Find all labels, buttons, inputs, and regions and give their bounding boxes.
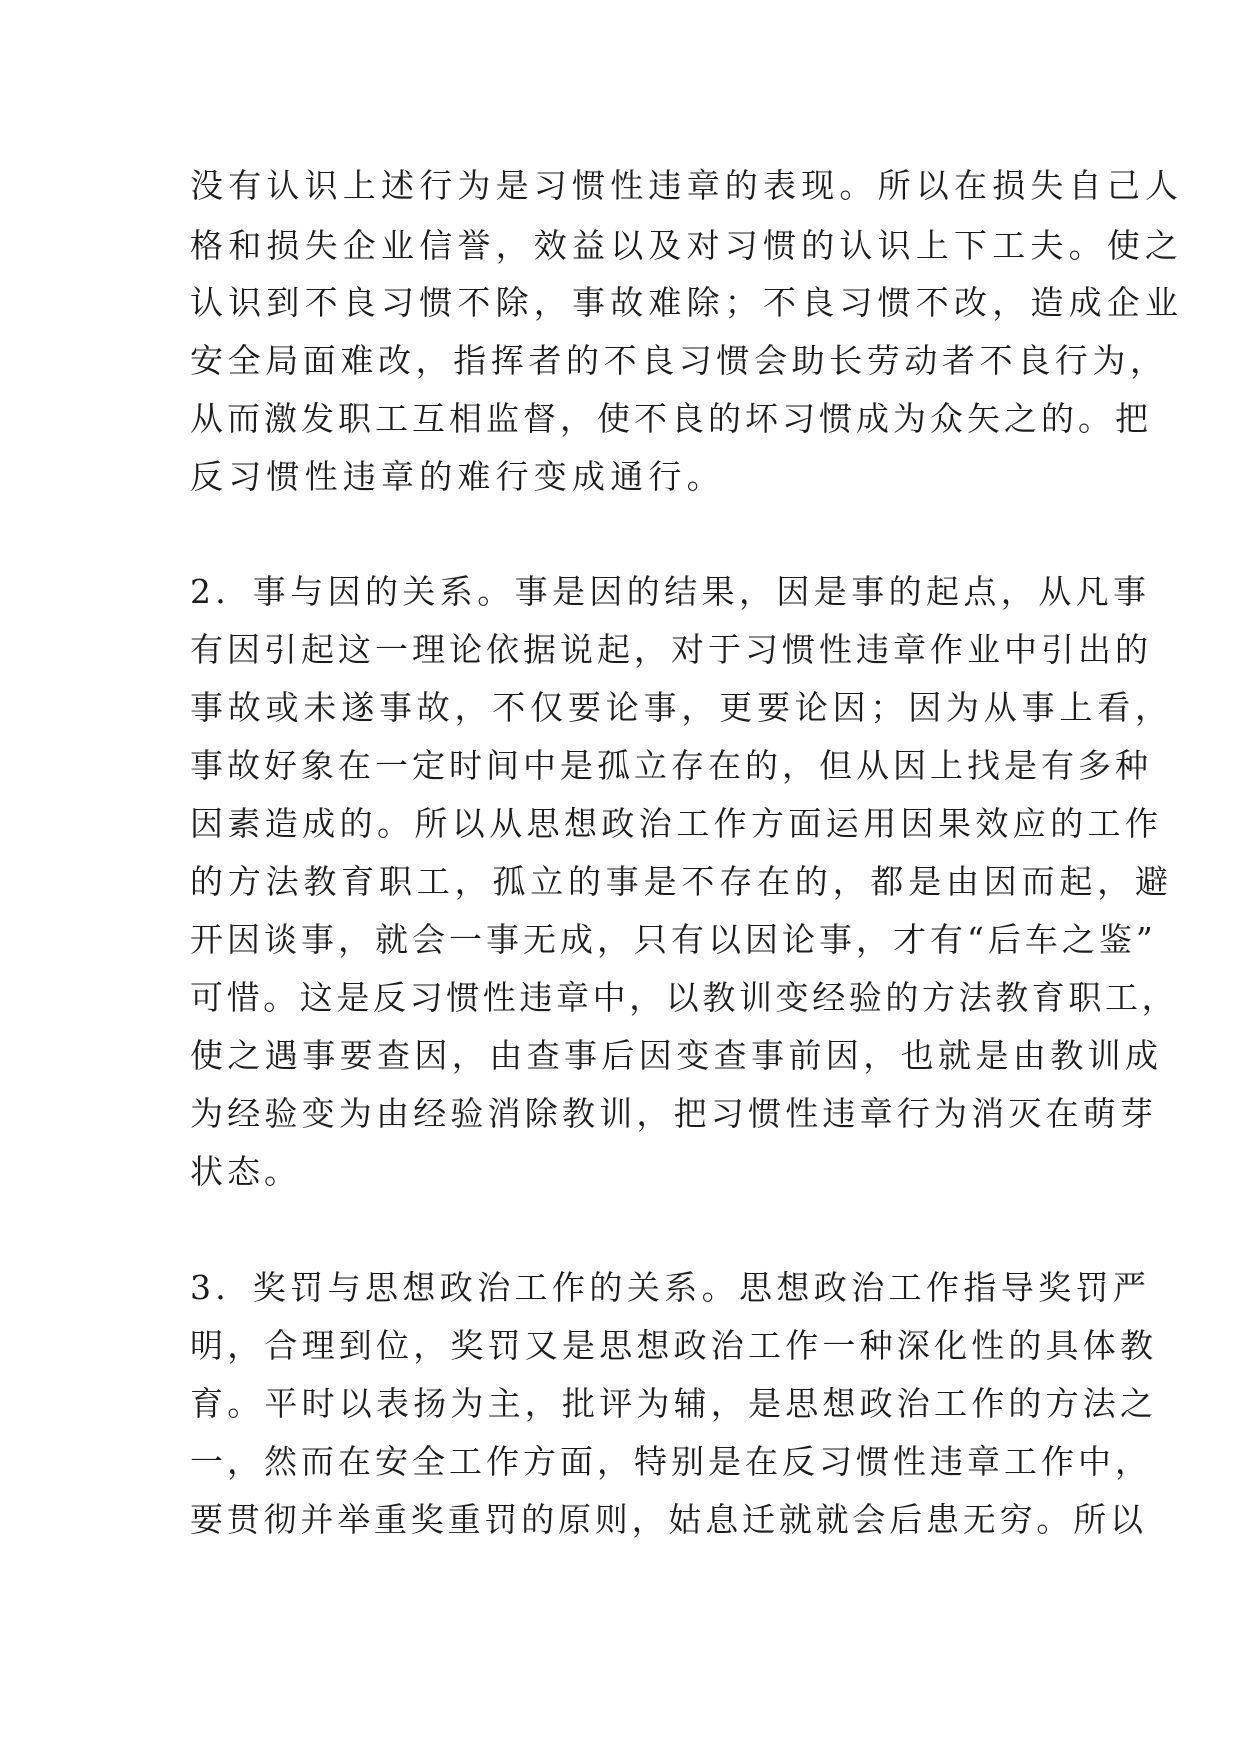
text-line: 没有认识上述行为是习惯性违章的表现。所以在损失自己人 bbox=[190, 166, 1184, 205]
text-line: 开因谈事，就会一事无成，只有以因论事，才有“后车之鉴” bbox=[190, 920, 1157, 959]
text-line: 育。平时以表扬为主，批评为辅，是思想政治工作的方法之 bbox=[190, 1384, 1158, 1423]
text-line: 3．奖罚与思想政治工作的关系。思想政治工作指导奖罚严 bbox=[190, 1268, 1151, 1307]
text-line: 明，合理到位，奖罚又是思想政治工作一种深化性的具体教 bbox=[190, 1326, 1158, 1365]
text-line: 要贯彻并举重奖重罚的原则，姑息迁就就会后患无穷。所以 bbox=[190, 1500, 1147, 1539]
text-line: 事故或未遂事故，不仅要论事，更要论因；因为从事上看， bbox=[190, 688, 1173, 727]
text-line: 因素造成的。所以从思想政治工作方面运用因果效应的工作 bbox=[190, 804, 1163, 843]
text-line: 使之遇事要查因，由查事后因变查事前因，也就是由教训成 bbox=[190, 1036, 1163, 1075]
text-line: 可惜。这是反习惯性违章中，以教训变经验的方法教育职工， bbox=[190, 978, 1179, 1017]
text-line: 反习惯性违章的难行变成通行。 bbox=[190, 457, 725, 496]
text-line: 格和损失企业信誉，效益以及对习惯的认识上下工夫。使之 bbox=[190, 226, 1184, 265]
text-line: 事故好象在一定时间中是孤立存在的，但从因上找是有多种 bbox=[190, 746, 1152, 785]
text-line: 2．事与因的关系。事是因的结果，因是事的起点，从凡事 bbox=[190, 572, 1151, 611]
text-line: 安全局面难改，指挥者的不良习惯会助长劳动者不良行为， bbox=[190, 341, 1168, 380]
text-line: 的方法教育职工，孤立的事是不存在的，都是由因而起，避 bbox=[190, 862, 1173, 901]
text-line: 有因引起这一理论依据说起，对于习惯性违章作业中引出的 bbox=[190, 630, 1152, 669]
text-line: 一，然而在安全工作方面，特别是在反习惯性违章工作中， bbox=[190, 1442, 1152, 1481]
text-line: 认识到不良习惯不除，事故难除；不良习惯不改，造成企业 bbox=[190, 283, 1184, 322]
text-line: 为经验变为由经验消除教训，把习惯性违章行为消灭在萌芽 bbox=[190, 1094, 1158, 1133]
text-line: 状态。 bbox=[190, 1152, 301, 1191]
text-line: 从而激发职工互相监督，使不良的坏习惯成为众矢之的。把 bbox=[190, 399, 1152, 438]
